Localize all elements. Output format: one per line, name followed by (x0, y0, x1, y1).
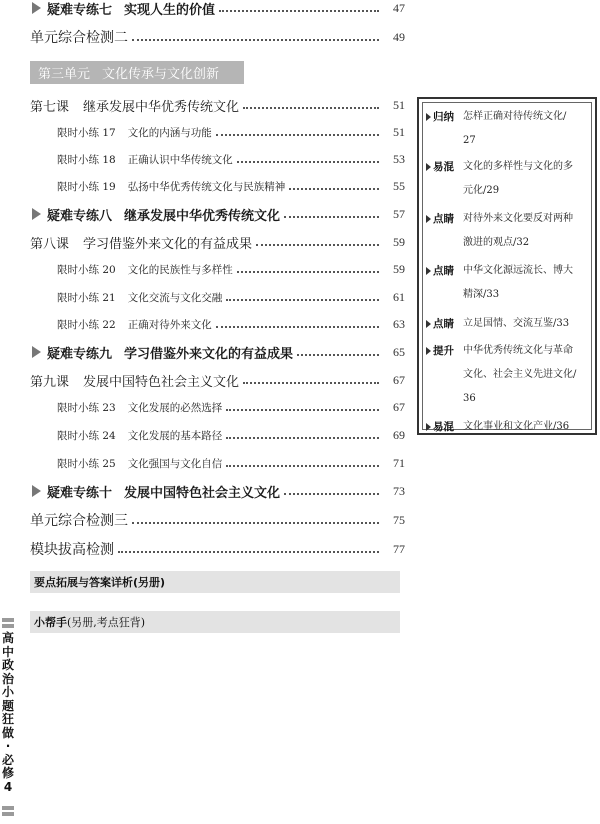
entry-line: 文化事业和文化产业/36 (463, 421, 570, 432)
triangle-marker-icon (426, 347, 431, 355)
quiz-title: 文化强国与文化自信 (127, 457, 223, 470)
page-number: 47 (393, 0, 405, 15)
book-spine-label (0, 610, 16, 824)
quiz-title: 文化发展的必然选择 (127, 401, 223, 414)
quiz-title: 正确对待外来文化 (127, 318, 212, 331)
unit-test-title: 单元综合检测三 (30, 513, 128, 529)
lesson-title: 发展中国特色社会主义文化 (83, 374, 240, 390)
quiz-label: 限时小练 17 (57, 126, 116, 139)
page-number: 59 (393, 234, 405, 249)
toc-quiz-18[interactable] (0, 148, 405, 170)
triangle-marker-icon (426, 113, 431, 121)
quiz-title: 文化的民族性与多样性 (127, 263, 233, 276)
dot-leader (219, 10, 379, 12)
dot-leader (289, 188, 379, 190)
quiz-label: 限时小练 18 (57, 153, 116, 166)
toc-quiz-21[interactable] (0, 286, 405, 308)
toc-quiz-22[interactable] (0, 313, 405, 335)
page-number: 65 (393, 344, 405, 359)
page-number: 49 (393, 29, 405, 44)
entry-line: 中华文化源远流长、博大 (463, 265, 573, 276)
entry-line: 36 (463, 393, 476, 404)
entry-line: 中华优秀传统文化与革命 (463, 345, 573, 356)
toc-lesson-9[interactable] (0, 369, 405, 391)
answers-bar[interactable] (30, 571, 400, 593)
lesson-title: 学习借鉴外来文化的有益成果 (83, 236, 253, 252)
drill-label: 疑难专练十 (47, 485, 113, 501)
page-number: 67 (393, 399, 405, 414)
page-number: 67 (393, 372, 405, 387)
page-number: 57 (393, 206, 405, 221)
toc-quiz-17[interactable] (0, 121, 405, 143)
toc-quiz-24[interactable] (0, 424, 405, 446)
triangle-marker-icon (32, 485, 41, 497)
dot-leader (216, 326, 379, 328)
quiz-title: 文化的内涵与功能 (127, 126, 212, 139)
quiz-title: 正确认识中华传统文化 (127, 153, 233, 166)
quiz-label: 限时小练 25 (57, 457, 116, 470)
toc-unit-test-2[interactable] (0, 26, 405, 48)
dot-leader (243, 107, 379, 109)
unit-title: 文化传承与文化创新 (102, 67, 220, 82)
triangle-marker-icon (426, 423, 431, 431)
page-number: 69 (393, 427, 405, 442)
lesson-label: 第八课 (30, 236, 70, 252)
quiz-title: 文化交流与文化交融 (127, 291, 223, 304)
entry-line: 精深/33 (463, 289, 500, 300)
spine-strip (2, 618, 14, 622)
toc-module-test[interactable] (0, 538, 405, 560)
drill-label: 疑难专练七 (47, 2, 113, 18)
quiz-label: 限时小练 23 (57, 401, 116, 414)
quiz-label: 限时小练 22 (57, 318, 116, 331)
triangle-marker-icon (32, 2, 41, 14)
quiz-title: 文化发展的基本路径 (127, 429, 223, 442)
dot-leader (226, 299, 379, 301)
helper-label: 小帮手 (34, 616, 67, 629)
drill-title: 发展中国特色社会主义文化 (124, 485, 281, 501)
triangle-marker-icon (426, 215, 431, 223)
drill-label: 疑难专练九 (47, 346, 113, 362)
toc-drill-9[interactable] (0, 341, 405, 363)
dot-leader (132, 39, 379, 41)
triangle-marker-icon (32, 346, 41, 358)
entry-line: 怎样正确对待传统文化/ (463, 111, 567, 122)
entry-tag: 点睛 (433, 265, 454, 277)
entry-line: 文化的多样性与文化的多 (463, 161, 573, 172)
toc-quiz-23[interactable] (0, 396, 405, 418)
lesson-title: 继承发展中华优秀传统文化 (83, 99, 240, 115)
page-number: 55 (393, 178, 405, 193)
triangle-marker-icon (426, 320, 431, 328)
dot-leader (132, 522, 379, 524)
answers-label: 要点拓展与答案详析(另册) (34, 576, 166, 589)
dot-leader (256, 244, 379, 246)
dot-leader (243, 382, 379, 384)
helper-bar[interactable] (30, 611, 400, 633)
toc-lesson-8[interactable] (0, 231, 405, 253)
dot-leader (237, 271, 379, 273)
lesson-label: 第九课 (30, 374, 70, 390)
page-number: 73 (393, 483, 405, 498)
page-number: 51 (393, 97, 405, 112)
entry-tag: 易混 (433, 161, 454, 173)
triangle-marker-icon (32, 208, 41, 220)
spine-strip (2, 806, 14, 810)
entry-tag: 提升 (433, 345, 454, 357)
toc-drill-10[interactable] (0, 480, 405, 502)
drill-title: 实现人生的价值 (124, 2, 216, 18)
toc-quiz-20[interactable] (0, 258, 405, 280)
page-number: 61 (393, 289, 405, 304)
entry-line: 立足国情、交流互鉴/33 (463, 318, 570, 329)
quiz-label: 限时小练 21 (57, 291, 116, 304)
quiz-label: 限时小练 24 (57, 429, 116, 442)
unit-3-banner (30, 61, 244, 84)
page-number: 53 (393, 151, 405, 166)
quiz-label: 限时小练 20 (57, 263, 116, 276)
quiz-title: 弘扬中华优秀传统文化与民族精神 (127, 180, 286, 193)
entry-line: 文化、社会主义先进文化/ (463, 369, 577, 380)
page-number: 75 (393, 512, 405, 527)
drill-title: 继承发展中华优秀传统文化 (124, 208, 281, 224)
page-number: 59 (393, 261, 405, 276)
drill-label: 疑难专练八 (47, 208, 113, 224)
dot-leader (284, 493, 379, 495)
entry-line: 激进的观点/32 (463, 237, 530, 248)
toc-drill-7[interactable] (0, 0, 405, 19)
toc-quiz-19[interactable] (0, 175, 405, 197)
toc-lesson-7[interactable] (0, 94, 405, 116)
spine-strip (2, 812, 14, 816)
dot-leader (284, 216, 379, 218)
dot-leader (226, 409, 379, 411)
toc-drill-8[interactable] (0, 203, 405, 225)
entry-tag: 归纳 (433, 111, 454, 123)
lesson-label: 第七课 (30, 99, 70, 115)
tips-sidebar (417, 97, 597, 435)
helper-note: (另册,考点狂背) (67, 616, 146, 629)
toc-unit-test-3[interactable] (0, 509, 405, 531)
dot-leader (297, 354, 379, 356)
book-title: 高中政治小题狂做·必修4 (1, 631, 14, 794)
entry-line: 元化/29 (463, 185, 500, 196)
unit-test-title: 单元综合检测二 (30, 30, 128, 46)
dot-leader (226, 437, 379, 439)
page-number: 63 (393, 316, 405, 331)
toc-quiz-25[interactable] (0, 452, 405, 474)
page-number: 77 (393, 541, 405, 556)
triangle-marker-icon (426, 267, 431, 275)
page-number: 51 (393, 124, 405, 139)
quiz-label: 限时小练 19 (57, 180, 116, 193)
page-number: 71 (393, 455, 405, 470)
dot-leader (226, 465, 379, 467)
dot-leader (216, 134, 379, 136)
entry-tag: 点睛 (433, 318, 454, 330)
unit-label: 第三单元 (38, 67, 91, 82)
dot-leader (237, 161, 379, 163)
entry-line: 对待外来文化要反对两种 (463, 213, 573, 224)
module-test-title: 模块拔高检测 (30, 542, 114, 558)
entry-tag: 易混 (433, 421, 454, 433)
dot-leader (118, 551, 379, 553)
entry-line: 27 (463, 135, 476, 146)
spine-strip (2, 624, 14, 628)
entry-tag: 点睛 (433, 213, 454, 225)
triangle-marker-icon (426, 163, 431, 171)
drill-title: 学习借鉴外来文化的有益成果 (124, 346, 294, 362)
